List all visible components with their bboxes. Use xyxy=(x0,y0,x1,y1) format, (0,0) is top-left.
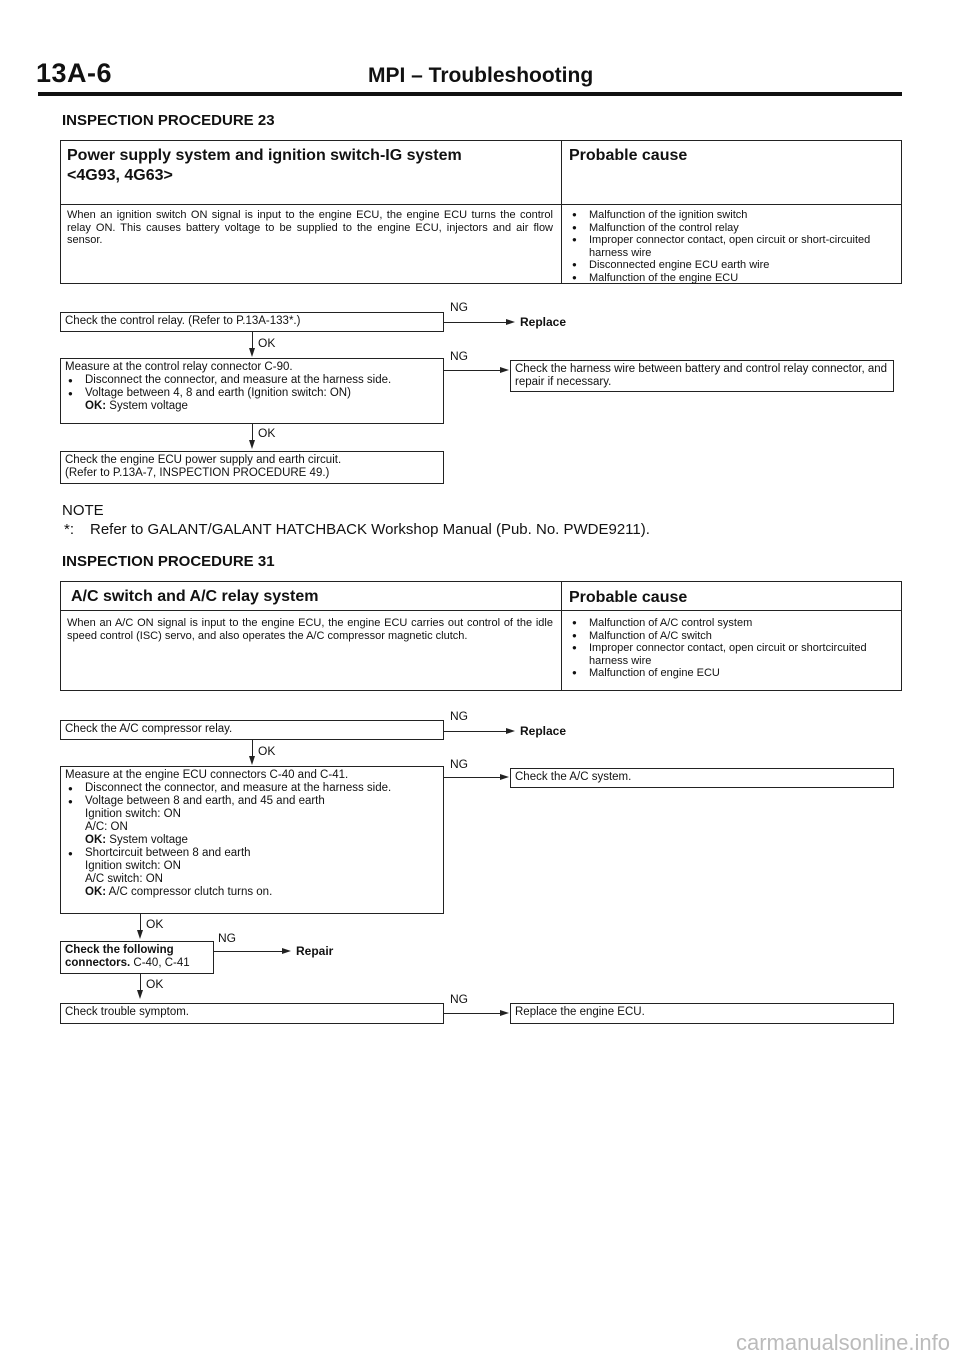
step-text-bold: connectors. xyxy=(65,957,131,969)
ng-connector-line xyxy=(214,951,282,952)
replace-action: Replace xyxy=(520,724,567,738)
ng-label: NG xyxy=(450,757,468,771)
ng-connector-line xyxy=(444,322,506,323)
arrow-down-icon xyxy=(249,348,255,357)
note-text: Refer to GALANT/GALANT HATCHBACK Workshop Manual (Pub. No. PWDE9211). xyxy=(90,521,650,538)
ok-condition-label: OK: xyxy=(85,886,107,898)
step-bullets xyxy=(65,374,439,400)
ok-label: OK xyxy=(258,744,276,758)
arrow-down-icon xyxy=(137,930,143,939)
cause-item: ● Malfunction of A/C control system xyxy=(569,617,893,630)
ok-label: OK xyxy=(258,336,276,350)
cause-item: ● Malfunction of engine ECU xyxy=(569,667,893,680)
step-text xyxy=(65,957,209,970)
step-text: Check the A/C compressor relay. xyxy=(65,723,233,735)
procedure-23-table xyxy=(60,140,902,284)
step-bullets xyxy=(65,782,439,899)
arrow-down-icon xyxy=(249,440,255,449)
note-marker: *: xyxy=(64,521,75,538)
ok-condition-value: System voltage xyxy=(109,400,188,412)
table-divider xyxy=(561,582,562,690)
check-ac-compressor-relay-step xyxy=(60,720,444,740)
arrow-down-icon xyxy=(249,756,255,765)
procedure-31-heading: INSPECTION PROCEDURE 31 xyxy=(62,553,275,570)
system-title-line-1: Power supply system and ignition switch-IG system xyxy=(67,147,462,164)
step-text-rest: C-40, C-41 xyxy=(133,957,190,969)
step-text: Check the A/C system. xyxy=(515,771,632,783)
header-rule xyxy=(38,92,902,96)
arrow-right-icon xyxy=(500,1010,509,1016)
arrow-down-icon xyxy=(137,990,143,999)
check-trouble-symptom-step xyxy=(60,1003,444,1024)
cause-item: ● Malfunction of the engine ECU xyxy=(569,272,893,285)
system-title: A/C switch and A/C relay system xyxy=(71,588,319,605)
repair-action: Repair xyxy=(296,944,334,958)
measure-control-relay-connector-step xyxy=(60,358,444,424)
step-text: Check the harness wire between battery and control relay connector, and repair if necessary. xyxy=(515,363,888,388)
arrow-right-icon xyxy=(500,774,509,780)
ng-connector-line xyxy=(444,731,506,732)
system-title xyxy=(67,146,462,186)
step-text: Measure at the control relay connector C-90. xyxy=(65,361,293,373)
ok-condition-label: OK: xyxy=(85,400,107,412)
arrow-right-icon xyxy=(506,319,515,325)
step-bullet xyxy=(65,847,439,899)
cause-item: ● Malfunction of A/C switch xyxy=(569,630,893,643)
table-divider xyxy=(61,610,901,611)
table-divider xyxy=(61,204,901,205)
probable-cause-title: Probable cause xyxy=(569,147,688,164)
measure-engine-ecu-connectors-step xyxy=(60,766,444,914)
condition-line: Ignition switch: ON xyxy=(85,808,181,820)
step-bullet: ● Disconnect the connector, and measure at the harness side. xyxy=(65,374,439,387)
ok-condition xyxy=(85,886,439,899)
probable-cause-list xyxy=(569,617,893,680)
system-description: When an ignition switch ON signal is input to the engine ECU, the engine ECU turns the control relay ON. This causes battery voltage to be supplied to the engine ECU, injectors and air flow sensor. xyxy=(67,209,553,246)
ng-connector-line xyxy=(444,777,500,778)
step-bullet xyxy=(65,795,439,847)
table-divider xyxy=(561,141,562,283)
check-harness-wire-box xyxy=(510,360,894,392)
ok-label: OK xyxy=(146,917,164,931)
cause-item: ● Improper connector contact, open circuit or short-circuited harness wire xyxy=(569,234,893,259)
ok-label: OK xyxy=(146,977,164,991)
check-connectors-step xyxy=(60,941,214,974)
procedure-23-heading: INSPECTION PROCEDURE 23 xyxy=(62,112,275,129)
replace-action: Replace xyxy=(520,315,567,329)
replace-engine-ecu-box xyxy=(510,1003,894,1024)
ok-condition xyxy=(85,834,439,847)
ng-label: NG xyxy=(218,931,236,945)
condition-line: Ignition switch: ON xyxy=(85,860,181,872)
step-text: (Refer to P.13A-7, INSPECTION PROCEDURE 49.) xyxy=(65,467,330,479)
ok-condition-label: OK: xyxy=(85,834,107,846)
ng-connector-line xyxy=(444,370,500,371)
step-text: Check the following xyxy=(65,944,174,956)
arrow-right-icon xyxy=(500,367,509,373)
condition-line: A/C: ON xyxy=(85,821,128,833)
check-control-relay-step xyxy=(60,312,444,332)
step-text: Check the engine ECU power supply and earth circuit. xyxy=(65,454,342,466)
ok-condition-value: A/C compressor clutch turns on. xyxy=(108,886,273,898)
check-ac-system-box xyxy=(510,768,894,788)
ok-condition xyxy=(65,400,439,413)
ng-label: NG xyxy=(450,992,468,1006)
step-text: Check the control relay. (Refer to P.13A-133*.) xyxy=(65,315,301,327)
step-bullet-text: ● Shortcircuit between 8 and earth xyxy=(85,847,251,859)
system-description: When an A/C ON signal is input to the engine ECU, the engine ECU carries out control of the idle speed control (ISC) servo, and also operates the A/C compressor magnetic clutch. xyxy=(67,617,553,642)
ng-label: NG xyxy=(450,349,468,363)
step-bullet-text: ● Voltage between 8 and earth, and 45 and earth xyxy=(85,795,325,807)
probable-cause-list xyxy=(569,209,893,284)
page-title: MPI – Troubleshooting xyxy=(368,64,594,87)
watermark: carmanualsonline.info xyxy=(735,1330,950,1355)
step-text: Check trouble symptom. xyxy=(65,1006,189,1018)
system-title-line-2: <4G93, 4G63> xyxy=(67,167,173,184)
probable-cause-title: Probable cause xyxy=(569,589,688,606)
note-label: NOTE xyxy=(62,502,104,519)
page-number: 13A-6 xyxy=(36,58,113,88)
arrow-right-icon xyxy=(282,948,291,954)
ng-label: NG xyxy=(450,300,468,314)
arrow-right-icon xyxy=(506,728,515,734)
ng-connector-line xyxy=(444,1013,500,1014)
ok-condition-value: System voltage xyxy=(109,834,188,846)
ng-label: NG xyxy=(450,709,468,723)
cause-item: ● Malfunction of the control relay xyxy=(569,222,893,235)
ok-label: OK xyxy=(258,426,276,440)
cause-item: ● Malfunction of the ignition switch xyxy=(569,209,893,222)
check-engine-ecu-power-step xyxy=(60,451,444,484)
step-text: Replace the engine ECU. xyxy=(515,1006,645,1018)
cause-item: ● Improper connector contact, open circuit or shortcircuited harness wire xyxy=(569,642,893,667)
step-bullet: ● Disconnect the connector, and measure at the harness side. xyxy=(65,782,439,795)
step-bullet: ● Voltage between 4, 8 and earth (Ignition switch: ON) xyxy=(65,387,439,400)
step-text: Measure at the engine ECU connectors C-40 and C-41. xyxy=(65,769,349,781)
cause-item: ● Disconnected engine ECU earth wire xyxy=(569,259,893,272)
procedure-31-table xyxy=(60,581,902,691)
condition-line: A/C switch: ON xyxy=(85,873,163,885)
